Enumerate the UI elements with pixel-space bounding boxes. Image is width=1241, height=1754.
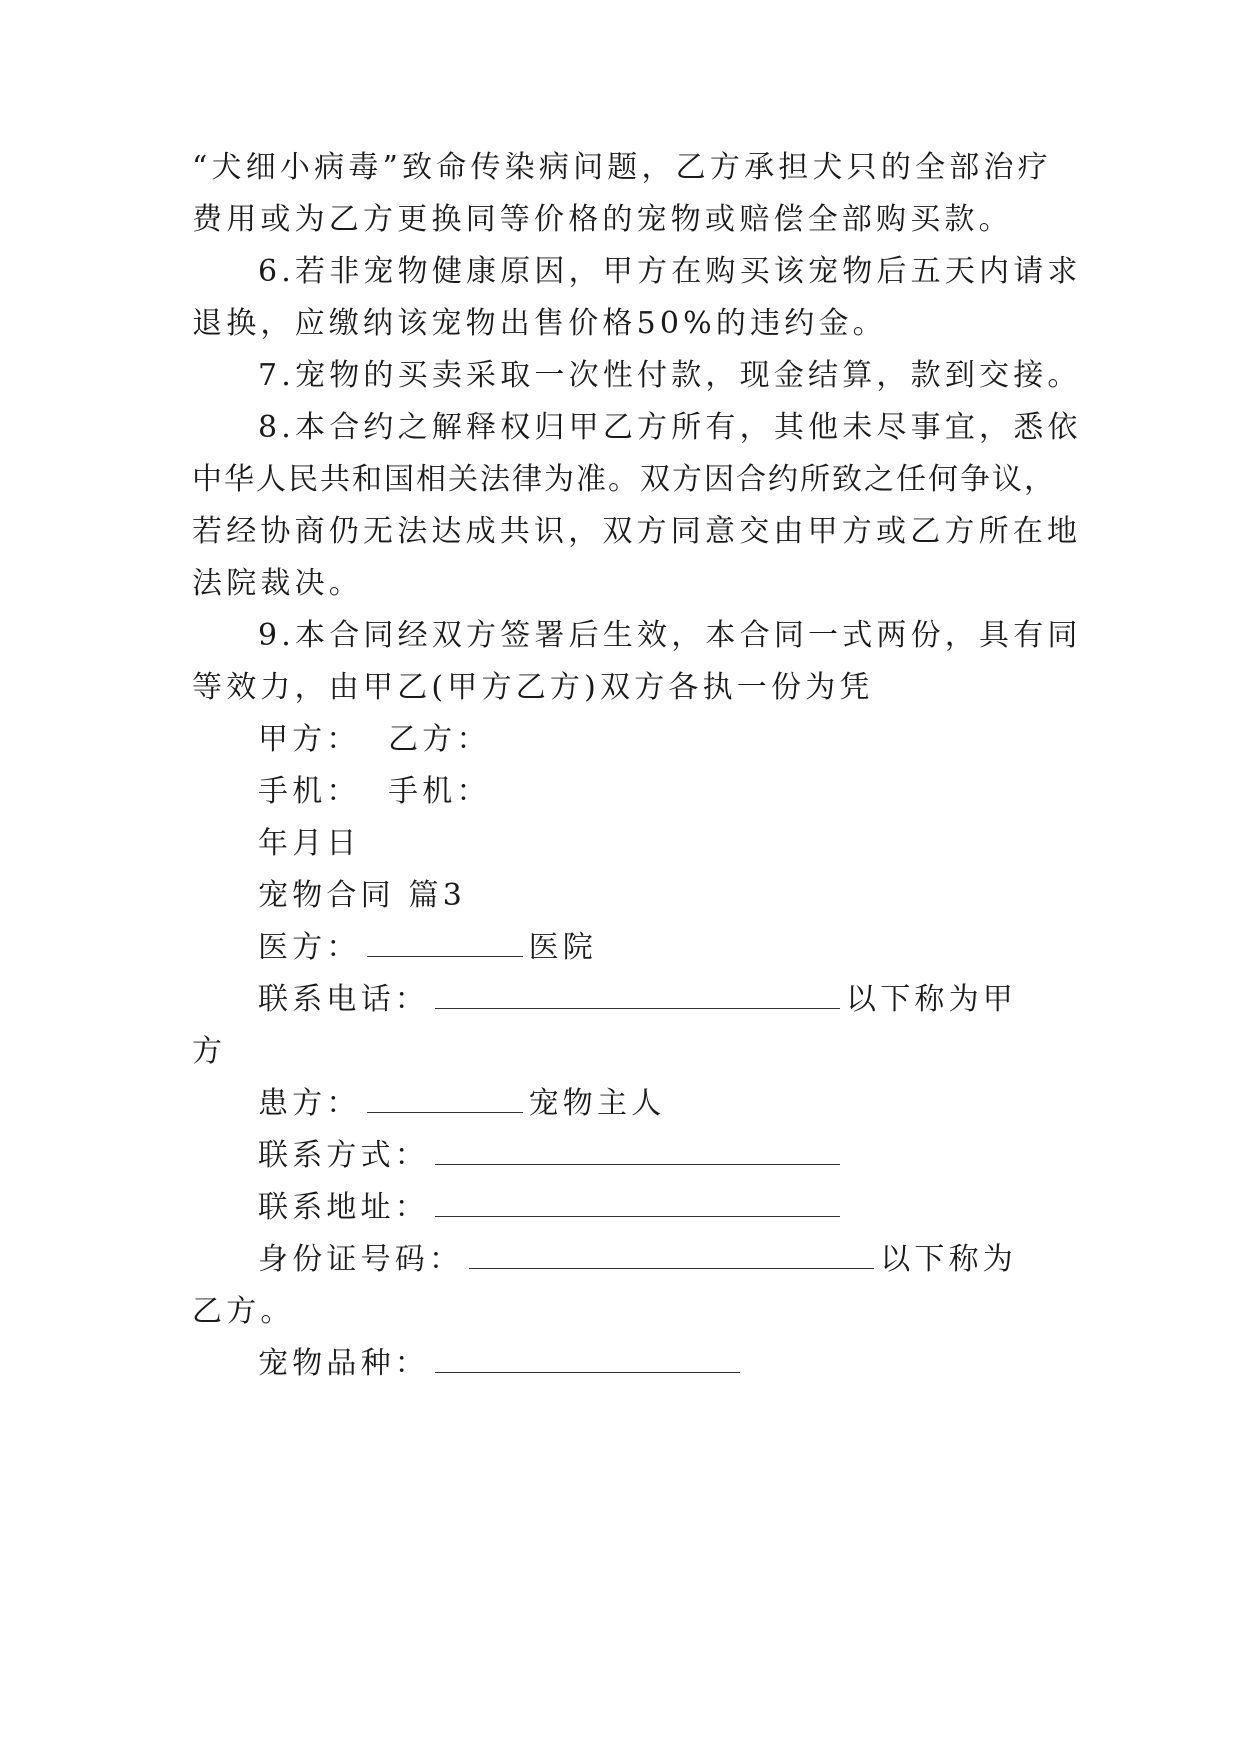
pet-breed-label: 宠物品种： (258, 1346, 429, 1381)
signature-date: 年月日 (258, 826, 361, 861)
pet-breed-blank (435, 1346, 740, 1373)
pet-breed-row (0, 1344, 1241, 1384)
patient-row (0, 1084, 1241, 1124)
contact-phone-row (0, 980, 1241, 1020)
contact-address-row (0, 1188, 1241, 1228)
paragraph-8-line-3: 若经协商仍无法达成共识，双方同意交由甲方或乙方所在地 (192, 514, 1082, 549)
id-number-label: 身份证号码： (258, 1242, 464, 1277)
paragraph-9-line-1: 9.本合同经双方签署后生效，本合同一式两份，具有同 (258, 618, 1082, 653)
paragraph-8-line-1: 8.本合约之解释权归甲乙方所有，其他未尽事宜，悉依 (258, 410, 1082, 445)
paragraph-5-line-1: “犬细小病毒”致命传染病问题，乙方承担犬只的全部治疗 (192, 150, 1052, 185)
signature-phones: 手机： 手机： (258, 774, 491, 809)
contact-phone-blank (435, 982, 840, 1009)
id-number-blank (469, 1242, 874, 1269)
paragraph-8-line-2: 中华人民共和国相关法律为准。双方因合约所致之任何争议， (192, 462, 1056, 497)
patient-suffix: 宠物主人 (528, 1086, 666, 1121)
paragraph-6-line-1: 6.若非宠物健康原因，甲方在购买该宠物后五天内请求 (258, 254, 1082, 289)
id-number-suffix: 以下称为 (880, 1242, 1018, 1277)
contact-phone-suffix: 以下称为甲 (846, 982, 1017, 1017)
paragraph-8-line-4: 法院裁决。 (192, 566, 363, 601)
paragraph-7-line-1: 7.宠物的买卖采取一次性付款，现金结算，款到交接。 (258, 358, 1082, 393)
paragraph-5-line-2: 费用或为乙方更换同等价格的宠物或赔偿全部购买款。 (192, 202, 1013, 237)
doctor-row (0, 928, 1241, 968)
section-title: 宠物合同 篇3 (258, 878, 467, 913)
id-number-wrap: 乙方。 (192, 1294, 295, 1329)
paragraph-9-line-2: 等效力，由甲乙(甲方乙方)双方各执一份为凭 (192, 670, 874, 705)
doctor-suffix: 医院 (528, 930, 598, 965)
patient-blank (367, 1086, 523, 1113)
contact-phone-wrap: 方 (192, 1034, 227, 1069)
patient-label: 患方： (258, 1086, 361, 1121)
id-number-row (0, 1240, 1241, 1280)
signature-parties: 甲方： 乙方： (258, 722, 491, 757)
doctor-blank (367, 930, 523, 957)
contact-method-blank (435, 1138, 840, 1165)
contact-address-blank (435, 1190, 840, 1217)
doctor-label: 医方： (258, 930, 361, 965)
paragraph-6-line-2: 退换，应缴纳该宠物出售价格50%的违约金。 (192, 306, 887, 341)
contact-method-row (0, 1136, 1241, 1176)
contact-method-label: 联系方式： (258, 1138, 429, 1173)
contact-phone-label: 联系电话： (258, 982, 429, 1017)
contact-address-label: 联系地址： (258, 1190, 429, 1225)
